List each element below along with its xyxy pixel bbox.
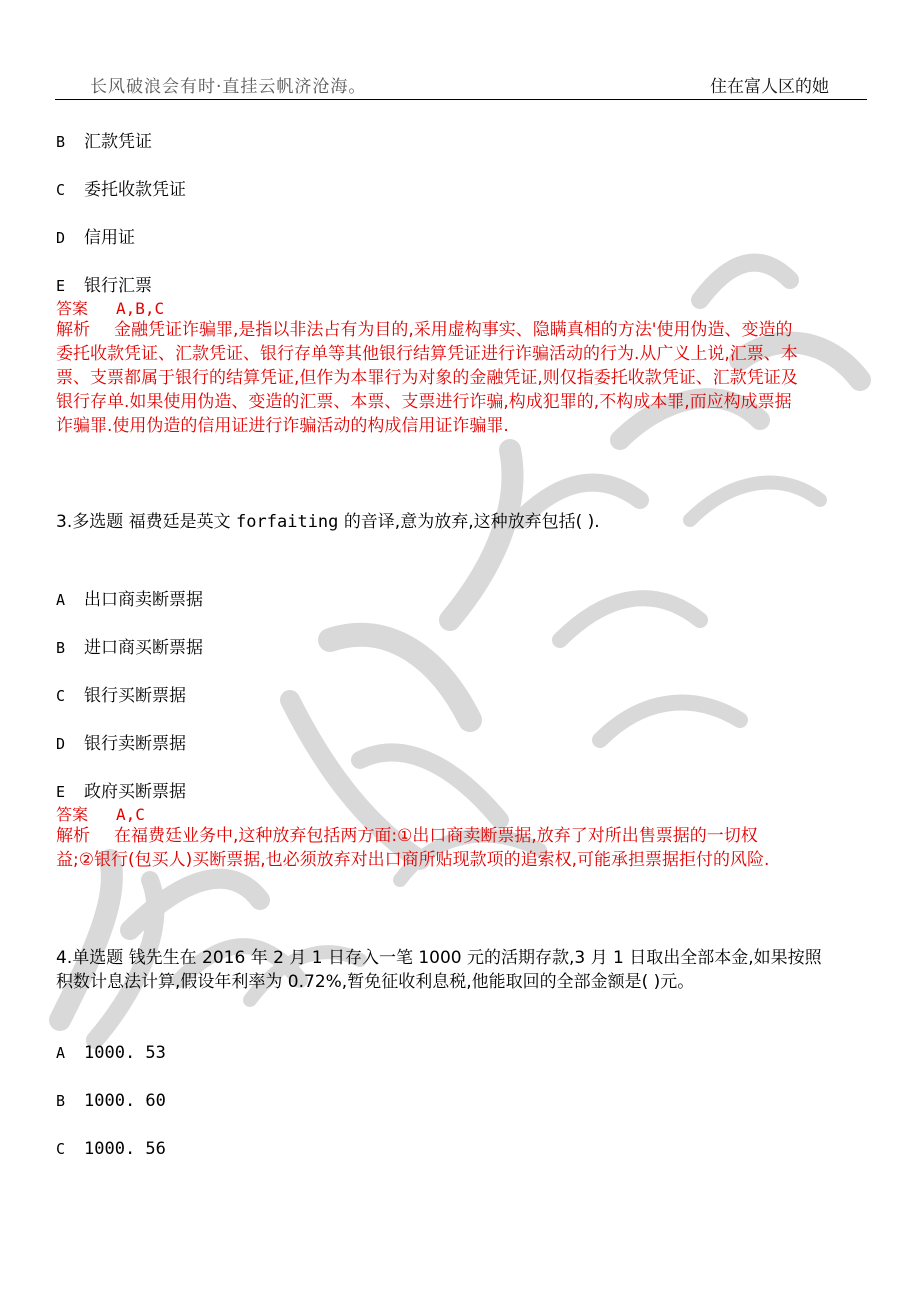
option-letter: C [56,1140,66,1158]
option-text: 委托收款凭证 [84,180,186,200]
option-text: 银行卖断票据 [84,734,186,754]
question-number: 4. [56,948,73,968]
option-text: 汇款凭证 [84,132,152,152]
option-text: 1000. 53 [84,1043,166,1063]
option-text: 出口商卖断票据 [84,590,203,610]
explanation-line: 诈骗罪.使用伪造的信用证进行诈骗活动的构成信用证诈骗罪. [56,416,509,436]
option-letter: A [56,1044,66,1062]
option-letter: E [56,277,66,295]
option-letter: B [56,639,66,657]
q2-option-d [56,223,135,248]
option-letter: C [56,181,66,199]
q3-explanation [56,824,871,872]
q3-option-c [56,681,186,706]
option-text: 银行买断票据 [84,686,186,706]
option-text: 银行汇票 [84,276,152,296]
option-text: 进口商买断票据 [84,638,203,658]
answer-value: A,B,C [116,299,165,318]
option-letter: D [56,229,66,247]
q4-stem [56,946,822,994]
question-text: 的音译,意为放弃,这种放弃包括( ). [343,512,600,532]
explanation-line: 在福费廷业务中,这种放弃包括两方面:①出口商卖断票据,放弃了对所出售票据的一切权 [114,826,758,846]
header-motto: 长风破浪会有时·直挂云帆济沧海。 [90,77,367,97]
q2-explanation [56,318,871,438]
q3-option-b [56,633,203,658]
question-text: 福费廷是英文 [128,512,231,532]
question-keyword: forfaiting [236,512,339,532]
option-text: 信用证 [84,228,135,248]
option-letter: B [56,1092,66,1110]
question-type: 多选题 [72,512,124,532]
explanation-label: 解析 [56,826,90,846]
q3-option-d [56,729,186,754]
question-type: 单选题 [72,948,124,968]
option-letter: B [56,133,66,151]
q2-option-e [56,271,152,296]
option-text: 1000. 56 [84,1139,166,1159]
explanation-label: 解析 [56,320,90,340]
q4-option-b [56,1091,166,1111]
answer-value: A,C [116,805,145,824]
option-text: 1000. 60 [84,1091,166,1111]
explanation-line: 益;②银行(包买人)买断票据,也必须放弃对出口商所贴现款项的追索权,可能承担票据拒付的风险. [56,850,770,870]
explanation-line: 银行存单.如果使用伪造、变造的汇票、本票、支票进行诈骗,构成犯罪的,不构成本罪,而应构成票据 [56,392,792,412]
q3-option-a [56,585,203,610]
q2-option-c [56,175,186,200]
option-letter: D [56,735,66,753]
q3-stem [56,510,600,534]
question-text: 积数计息法计算,假设年利率为 0.72%,暂免征收利息税,他能取回的全部金额是( )元。 [56,972,695,992]
q2-option-b [56,127,152,152]
q4-option-c [56,1139,166,1159]
option-text: 政府买断票据 [84,782,186,802]
option-letter: A [56,591,66,609]
explanation-line: 票、支票都属于银行的结算凭证,但作为本罪行为对象的金融凭证,则仅指委托收款凭证、汇款凭证及 [56,368,798,388]
q3-option-e [56,777,186,802]
q3-answer [56,802,145,825]
question-number: 3. [56,512,73,532]
explanation-line: 金融凭证诈骗罪,是指以非法占有为目的,采用虚构事实、隐瞒真相的方法'使用伪造、变造的 [114,320,793,340]
answer-label: 答案 [56,299,89,318]
header-divider [55,99,867,100]
explanation-line: 委托收款凭证、汇款凭证、银行存单等其他银行结算凭证进行诈骗活动的行为.从广义上说,汇票、本 [56,344,798,364]
header-author: 住在富人区的她 [710,77,829,97]
question-text: 钱先生在 2016 年 2 月 1 日存入一笔 1000 元的活期存款,3 月 1 日取出全部本金,如果按照 [128,948,822,968]
option-letter: E [56,783,66,801]
q2-answer [56,296,164,319]
answer-label: 答案 [56,805,89,824]
option-letter: C [56,687,66,705]
q4-option-a [56,1043,166,1063]
